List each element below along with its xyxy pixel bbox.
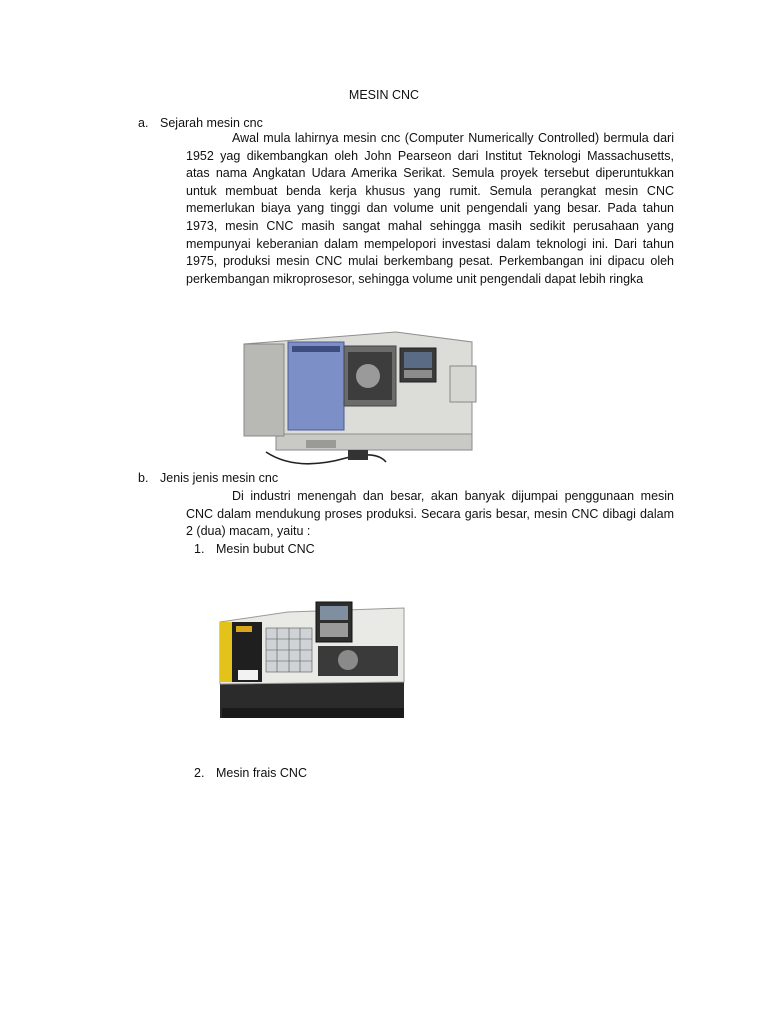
list-item-label: Mesin bubut CNC — [216, 542, 315, 556]
section-a-heading — [138, 116, 263, 130]
section-b-paragraph: Di industri menengah dan besar, akan banyak dijumpai penggunaan mesin CNC dalam mendukung proses produksi. Secara garis besar, mesin CNC dibagi dalam 2 (dua) macam, yaitu : — [186, 489, 674, 539]
section-a-title: Sejarah mesin cnc — [160, 116, 263, 130]
list-item-number: 1. — [194, 542, 205, 556]
list-item — [194, 542, 315, 556]
document-title: MESIN CNC — [348, 88, 420, 102]
section-a-marker: a. — [138, 116, 149, 130]
cnc-lathe-image — [218, 598, 408, 726]
list-item-label: Mesin frais CNC — [216, 766, 307, 780]
section-b-title: Jenis jenis mesin cnc — [160, 471, 279, 485]
section-b-marker: b. — [138, 471, 149, 485]
section-a-paragraph: Awal mula lahirnya mesin cnc (Computer Numerically Controlled) bermula dari 1952 yag dikembangkan oleh John Pearseon dari Institut Teknologi Massachusetts, atas nama Angkatan Udara Amerika Serikat. Semula proyek tersebut diperuntukkan untuk membuat benda kerja khusus yang rumit. Semula perangkat mesin CNC memerlukan biaya yang tinggi dan volume unit pengendali yang besar. Pada tahun 1973, mesin CNC masih sangat mahal sehingga masih sedikit perusahaan yang mempunyai keberanian dalam mempelopori investasi dalam teknologi ini. Dari tahun 1975, produksi mesin CNC mulai berkembang pesat. Perkembangan ini dipacu oleh perkembangan mikroprosesor, sehingga volume unit pengendali dapat lebih ringka — [186, 131, 674, 286]
list-item-number: 2. — [194, 766, 205, 780]
list-item — [194, 766, 307, 780]
section-b-heading — [138, 471, 278, 485]
cnc-machine-image — [236, 322, 480, 468]
